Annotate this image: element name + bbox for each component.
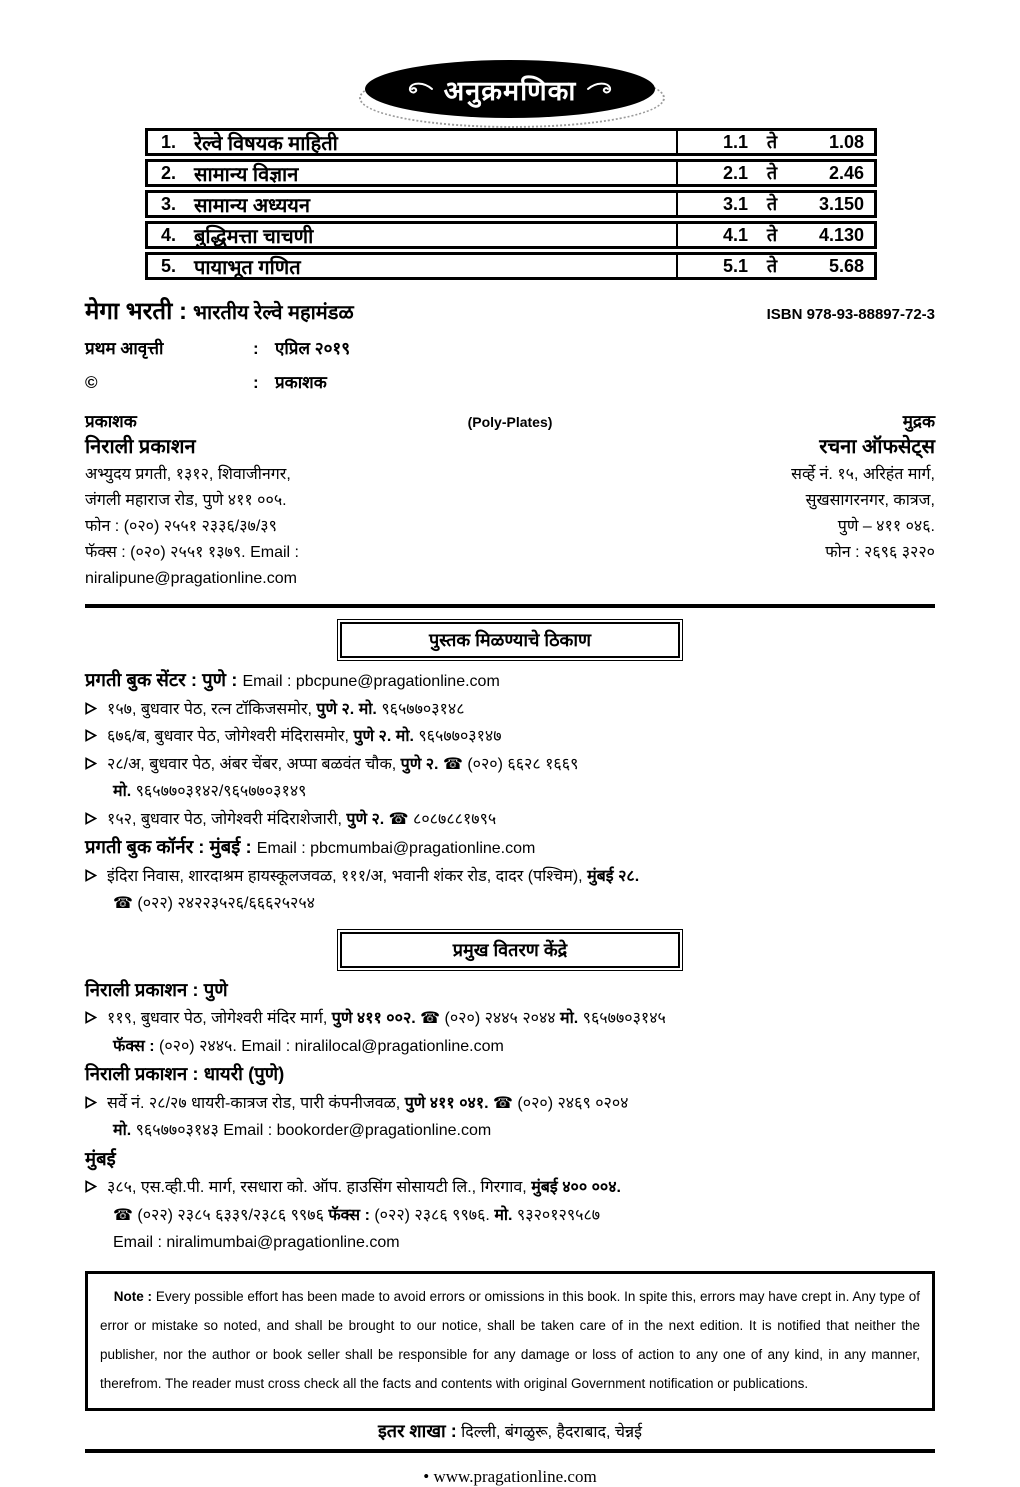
line-text xyxy=(107,1005,666,1033)
line-text xyxy=(85,1063,285,1084)
toc-row xyxy=(145,159,877,187)
text-run: ९६५७७०३१४७ xyxy=(413,728,502,745)
text-run: फॅक्स : xyxy=(328,1206,370,1224)
toc-num: 5. xyxy=(161,255,177,276)
text-run: २८/अ, बुधवार पेठ, अंबर चेंबर, अप्पा बळवंत चौक, xyxy=(107,755,401,773)
toc-page-from: 1.1 xyxy=(676,131,748,153)
continuation-line xyxy=(85,1033,935,1061)
toc-page-to: 5.68 xyxy=(828,255,864,276)
text-run: निराली प्रकाशन : xyxy=(85,1063,204,1084)
text-run: ६७६/ब, बुधवार पेठ, जोगेश्वरी मंदिरासमोर, xyxy=(107,728,354,745)
bullet-line xyxy=(85,696,935,724)
bullet-line xyxy=(85,1090,935,1118)
toc-te: ते xyxy=(766,225,778,245)
continuation-line xyxy=(85,890,935,918)
poly-plates-label: (Poly-Plates) xyxy=(467,414,553,430)
text-run: ३८५, एस.व्ही.पी. मार्ग, रसधारा को. ऑप. हाउसिंग सोसायटी लि., गिरगाव, xyxy=(107,1179,532,1196)
text-run: प्रगती बुक सेंटर : पुणे : xyxy=(85,669,243,690)
website-bullet: • xyxy=(423,1466,430,1486)
text-run: Email : pbcmumbai@pragationline.com xyxy=(256,840,536,857)
toc-page-from: 3.1 xyxy=(676,193,748,215)
line-text xyxy=(107,863,639,891)
text-run: ९६५७७०३१४८ xyxy=(376,700,465,718)
text-run: ☎ (०२२) २४२२३५२६/६६६२५२५४ xyxy=(113,895,316,912)
line-text xyxy=(107,751,578,779)
arrowhead-bullet-icon xyxy=(85,807,107,835)
section-heading xyxy=(85,1060,935,1090)
branches-value: दिल्ली, बंगळुरू, हैदराबाद, चेन्नई xyxy=(456,1423,643,1441)
line-text xyxy=(85,836,536,857)
section-heading xyxy=(85,666,935,696)
text-run: Email : pbcpune@pragationline.com xyxy=(242,673,500,690)
text-run: धायरी (पुणे) xyxy=(203,1063,285,1084)
printer-name: रचना ऑफसेट्स xyxy=(819,436,935,458)
edition-value: एप्रिल २०१९ xyxy=(275,339,351,358)
toc-num: 2. xyxy=(161,162,177,183)
continuation-line xyxy=(85,778,935,806)
text-run: पुणे ४११ ०४१. xyxy=(404,1094,494,1112)
text-run: फॅक्स : xyxy=(113,1037,155,1055)
publisher-address-line: जंगली महाराज रोड, पुणे ४११ ००५. xyxy=(85,492,287,509)
text-run: १५७, बुधवार पेठ, रत्न टॉकिजसमोर, xyxy=(107,700,317,718)
isbn: ISBN 978-93-88897-72-3 xyxy=(766,306,935,323)
arrowhead-bullet-icon xyxy=(85,1006,107,1034)
divider xyxy=(85,604,935,608)
toc-row xyxy=(145,190,877,218)
toc-num: 1. xyxy=(161,131,177,152)
section-box-title: प्रमुख वितरण केंद्रे xyxy=(340,932,680,968)
text-run: ☎ ८०८७८८१७९५ xyxy=(388,810,497,828)
branches-label: इतर शाखा : xyxy=(377,1420,457,1441)
arrowhead-bullet-icon xyxy=(85,1175,107,1203)
text-run: १५२, बुधवार पेठ, जोगेश्वरी मंदिराशेजारी, xyxy=(107,810,347,828)
note-text: Every possible effort has been made to avoid errors or omissions in this book. In spite this, errors may have crept in. Any type of error or mistake so noted, and shall be brought to our notice, shall be taken care of in the next edition. It is notified that neither the publisher, nor the author or book seller shall be responsible for any damage or loss of action to any one of any kind, in any manner, therefrom. The reader must cross check all the facts and contents with original Government notification or publications. xyxy=(100,1288,920,1391)
toc-te: ते xyxy=(766,163,778,183)
arrowhead-bullet-icon xyxy=(85,697,107,725)
text-run: Email : niralimumbai@pragationline.com xyxy=(113,1234,400,1251)
bullet-line xyxy=(85,863,935,891)
text-run: प्रगती बुक कॉर्नर : मुंबई : xyxy=(85,836,257,857)
continuation-line xyxy=(85,1117,935,1145)
toc-title: सामान्य अध्ययन xyxy=(194,194,310,217)
banner-title: अनुक्रमणिका xyxy=(443,75,577,106)
line-text xyxy=(85,1147,116,1169)
note-box xyxy=(85,1271,935,1411)
printer-phone-line: फोन : २६९६ ३२२० xyxy=(825,544,935,561)
printer-heading: मुद्रक xyxy=(902,412,935,431)
publisher-fax-email-line: फॅक्स : (०२०) २५५१ १३७९. Email : niralipune@pragationline.com xyxy=(85,544,299,587)
line-text xyxy=(107,1090,629,1118)
index-banner xyxy=(365,60,655,118)
toc-page-from: 4.1 xyxy=(676,224,748,246)
toc-page-from: 2.1 xyxy=(676,162,748,184)
line-text xyxy=(113,783,306,800)
publisher-phone-line: फोन : (०२०) २५५१ २३३६/३७/३९ xyxy=(85,518,277,535)
line-text xyxy=(107,696,465,724)
flourish-right-icon xyxy=(586,80,616,98)
section-heading xyxy=(85,976,935,1006)
bullet-line xyxy=(85,751,935,779)
text-run: ☎ (०२०) ६६२८ १६६९ xyxy=(442,755,579,773)
section-box-title-wrap xyxy=(85,622,935,658)
flourish-left-icon xyxy=(404,80,434,98)
section-box-title-wrap xyxy=(85,932,935,968)
line-text xyxy=(113,895,315,912)
edition-label: प्रथम आवृत्ती xyxy=(85,339,164,358)
toc-page-from: 5.1 xyxy=(676,255,748,277)
text-run: मो. xyxy=(560,1010,579,1027)
toc-te: ते xyxy=(766,132,778,152)
text-run: मुंबई xyxy=(85,1147,116,1169)
toc-page-to: 2.46 xyxy=(828,162,864,183)
text-run: इंदिरा निवास, शारदाश्रम हायस्कूलजवळ, १११/अ, भवानी शंकर रोड, दादर (पश्चिम), xyxy=(107,867,588,885)
publisher-heading: प्रकाशक xyxy=(85,412,137,431)
printer-address-line: पुणे – ४११ ०४६. xyxy=(837,518,935,535)
printer-address-line: सर्व्हे नं. १५, अरिहंत मार्ग, xyxy=(791,466,935,483)
toc-page-to: 4.130 xyxy=(818,224,864,245)
arrowhead-bullet-icon xyxy=(85,724,107,752)
page xyxy=(0,60,1020,1487)
colon: : xyxy=(253,373,259,392)
bullet-line xyxy=(85,723,935,751)
toc-row xyxy=(145,128,877,156)
text-run: ९६५७७०३१४३ Email : bookorder@pragationline.com xyxy=(131,1122,492,1139)
line-text xyxy=(85,669,500,690)
colon: : xyxy=(253,339,259,358)
banner-oval xyxy=(365,60,655,118)
text-run: ११९, बुधवार पेठ, जोगेश्वरी मंदिर मार्ग, xyxy=(107,1010,332,1027)
text-run: मुंबई ४०० ००४. xyxy=(531,1179,622,1196)
text-run: पुणे ४११ ००२. xyxy=(331,1010,421,1027)
text-run: मुंबई २८. xyxy=(587,867,640,885)
toc-title: पायाभूत गणित xyxy=(194,256,301,279)
text-run: मो. xyxy=(113,1122,132,1139)
arrowhead-bullet-icon xyxy=(85,864,107,892)
toc-te: ते xyxy=(766,194,778,214)
website-url: www.pragationline.com xyxy=(433,1466,597,1486)
copyright-value: प्रकाशक xyxy=(275,373,327,392)
text-run: ९६५७७०३१४५ xyxy=(578,1010,666,1027)
edition-row xyxy=(85,337,935,361)
toc-table xyxy=(145,128,877,280)
line-text xyxy=(113,1122,491,1139)
text-run: (०२०) २४४५. Email : niralilocal@pragationline.com xyxy=(154,1037,504,1055)
line-text xyxy=(107,1174,621,1202)
section-heading xyxy=(85,1145,935,1175)
text-run: पुणे २. मो. xyxy=(316,700,377,718)
toc-title: रेल्वे विषयक माहिती xyxy=(194,132,338,155)
line-text xyxy=(113,1207,600,1224)
distribution-blocks xyxy=(85,622,935,1257)
line-text xyxy=(107,723,502,751)
section-box-title: पुस्तक मिळण्याचे ठिकाण xyxy=(340,622,680,658)
line-text xyxy=(85,978,228,1000)
text-run: ☎ (०२२) २३८५ ६३३९/२३८६ ९९७६ xyxy=(113,1206,329,1224)
section-heading xyxy=(85,833,935,863)
toc-te: ते xyxy=(766,256,778,276)
publisher-name: निराली प्रकाशन xyxy=(85,436,196,458)
book-title: भारतीय रेल्वे महामंडळ xyxy=(193,302,354,324)
text-run: मो. xyxy=(113,783,132,800)
toc-page-to: 1.08 xyxy=(828,131,864,152)
text-run: सर्वे नं. २८/२७ धायरी-कात्रज रोड, पारी कंपनीजवळ, xyxy=(107,1094,405,1112)
arrowhead-bullet-icon xyxy=(85,752,107,780)
text-run: निराली प्रकाशन : पुणे xyxy=(85,978,228,1000)
text-run: मो. xyxy=(494,1206,513,1224)
text-run: ९६५७७०३१४२/९६५७७०३१४९ xyxy=(131,783,307,800)
toc-row xyxy=(145,252,877,280)
toc-row xyxy=(145,221,877,249)
bullet-line xyxy=(85,1005,935,1033)
toc-num: 3. xyxy=(161,193,177,214)
book-series: मेगा भरती : xyxy=(85,298,187,325)
toc-page-to: 3.150 xyxy=(818,193,864,214)
bullet-line xyxy=(85,1174,935,1202)
branches-line xyxy=(85,1419,935,1443)
copyright-symbol: © xyxy=(85,373,98,392)
text-run: (०२२) २३८६ ९९७६. xyxy=(369,1206,495,1224)
line-text xyxy=(113,1038,504,1055)
arrowhead-bullet-icon xyxy=(85,1091,107,1119)
publisher-address-line: अभ्युदय प्रगती, १३१२, शिवाजीनगर, xyxy=(85,466,291,483)
text-run: पुणे २. मो. xyxy=(353,728,414,745)
note-label: Note : xyxy=(113,1288,153,1304)
continuation-line xyxy=(85,1229,935,1257)
printer-address-line: सुखसागरनगर, कात्रज, xyxy=(805,492,935,509)
text-run: ९३२०१२९५८७ xyxy=(512,1206,601,1224)
toc-title: सामान्य विज्ञान xyxy=(194,163,299,186)
text-run: ☎ (०२०) २४४५ २०४४ xyxy=(420,1010,561,1027)
book-title-row xyxy=(85,294,935,327)
bullet-line xyxy=(85,806,935,834)
line-text xyxy=(107,806,496,834)
website-line xyxy=(85,1467,935,1487)
text-run: ☎ (०२०) २४६९ ०२०४ xyxy=(493,1094,629,1112)
footer-rule xyxy=(85,1449,935,1453)
text-run: पुणे २. xyxy=(400,755,443,773)
publisher-printer-section xyxy=(85,409,935,592)
toc-title: बुद्धिमत्ता चाचणी xyxy=(194,225,314,248)
continuation-line xyxy=(85,1202,935,1230)
toc-num: 4. xyxy=(161,224,177,245)
text-run: पुणे २. xyxy=(346,810,389,828)
copyright-row xyxy=(85,371,935,395)
line-text xyxy=(113,1234,400,1251)
